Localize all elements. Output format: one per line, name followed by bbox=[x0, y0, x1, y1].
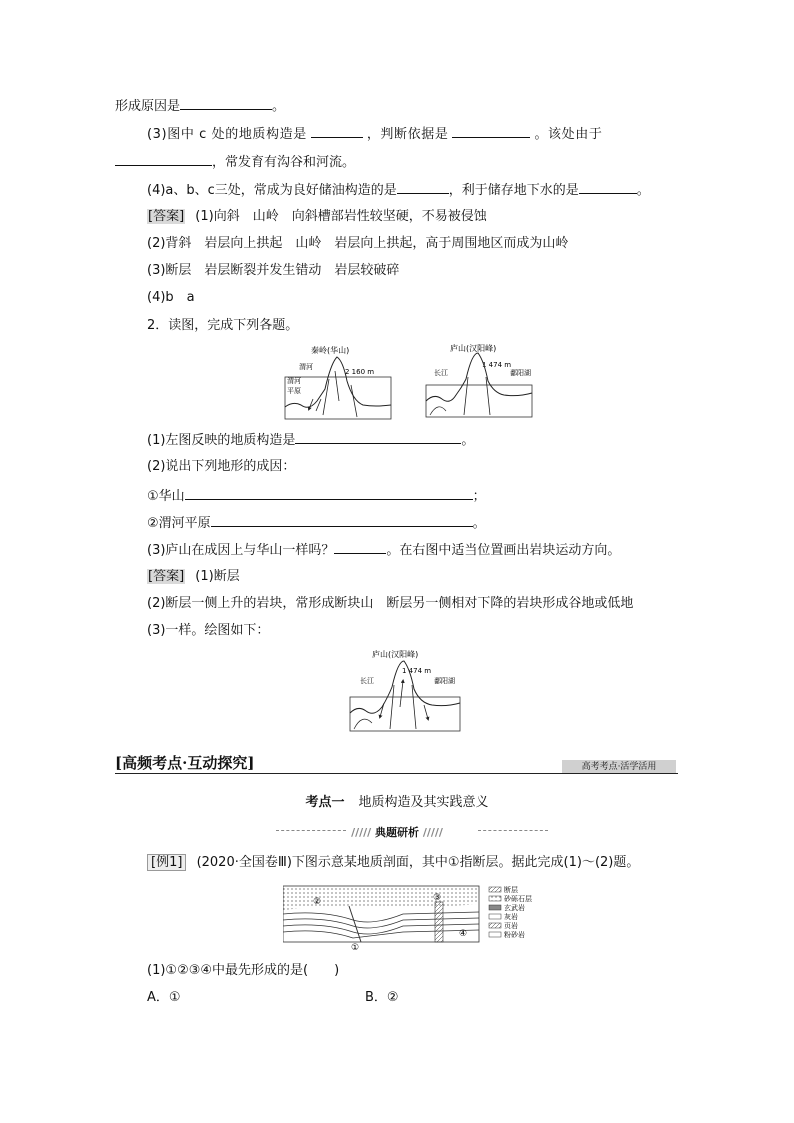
answer-blank[interactable] bbox=[452, 124, 530, 138]
fig-left-label: 长江 bbox=[434, 369, 448, 377]
answer-blank[interactable] bbox=[185, 486, 473, 500]
lushan-answer-figure bbox=[348, 647, 464, 735]
legend bbox=[489, 885, 532, 939]
answer-blank[interactable] bbox=[334, 540, 386, 554]
svg-text:灰岩: 灰岩 bbox=[504, 913, 518, 921]
fig-right-label: 鄱阳湖 bbox=[510, 369, 531, 377]
fig-title: 秦岭(华山) bbox=[311, 346, 350, 355]
qinling-profile-figure bbox=[283, 341, 395, 421]
answer2-line2: (2)断层一侧上升的岩块，常形成断块山 断层另一侧相对下降的岩块形成谷地或低地 bbox=[147, 596, 634, 611]
answer-tag: [答案] bbox=[148, 209, 185, 224]
q1-line3: ，常发育有沟谷和河流。 bbox=[115, 152, 355, 172]
svg-text:页岩: 页岩 bbox=[504, 922, 518, 930]
option-a[interactable]: A．① bbox=[147, 990, 181, 1005]
mark-1: ① bbox=[351, 943, 360, 950]
q2-sub3: (3)庐山在成因上与华山一样吗？ 。在右图中适当位置画出岩块运动方向。 bbox=[147, 540, 620, 560]
fig-right-label: 鄱阳湖 bbox=[434, 677, 455, 685]
section-tag: 高考考点·活学活用 bbox=[562, 760, 676, 774]
example-tag: [例1] bbox=[147, 854, 186, 871]
fig-plain: 平原 bbox=[287, 387, 301, 395]
fig-river-2: 渭河 bbox=[287, 377, 301, 385]
svg-text:粉砂岩: 粉砂岩 bbox=[504, 931, 525, 939]
answer1-line1: [答案] (1)向斜 山岭 向斜槽部岩性较坚硬，不易被侵蚀 bbox=[148, 209, 487, 224]
svg-text:玄武岩: 玄武岩 bbox=[504, 904, 525, 912]
typical-example-heading: ///// 典题研析 ///// bbox=[351, 826, 443, 839]
svg-text:砂砾石层: 砂砾石层 bbox=[504, 895, 532, 903]
fig-title: 庐山(汉阳峰) bbox=[450, 344, 497, 353]
example1-stem: [例1] (2020·全国卷Ⅲ)下图示意某地质剖面，其中①指断层。据此完成(1)～(2)题。 bbox=[147, 854, 639, 872]
answer2-line1: [答案] (1)断层 bbox=[148, 569, 240, 584]
q2-sub1: (1)左图反映的地质构造是 。 bbox=[147, 430, 474, 450]
example1-q1: (1)①②③④中最先形成的是( ) bbox=[147, 963, 340, 978]
mark-3: ③ bbox=[433, 893, 442, 903]
fig-title: 庐山(汉阳峰) bbox=[372, 650, 419, 659]
answer1-line2: (2)背斜 岩层向上拱起 山岭 岩层向上拱起，高于周围地区而成为山岭 bbox=[147, 236, 569, 251]
lushan-profile-figure bbox=[424, 341, 536, 421]
svg-text:断层: 断层 bbox=[504, 886, 518, 894]
answer-blank[interactable] bbox=[311, 124, 363, 138]
answer-tag: [答案] bbox=[148, 569, 185, 584]
fig-height: 2 160 m bbox=[345, 368, 375, 376]
answer-blank[interactable] bbox=[115, 152, 212, 166]
answer1-line4: (4)b a bbox=[147, 290, 195, 305]
section-rule bbox=[115, 773, 678, 774]
answer2-line3: (3)一样。绘图如下： bbox=[147, 623, 270, 638]
q2-stem: 2．读图，完成下列各题。 bbox=[147, 318, 299, 333]
q2-sub2a: ①华山 ； bbox=[147, 486, 486, 506]
answer-blank[interactable] bbox=[579, 180, 637, 194]
q1-line1: 形成原因是 。 bbox=[115, 96, 285, 116]
fig-river: 渭河 bbox=[299, 363, 313, 371]
option-b[interactable]: B．② bbox=[365, 990, 399, 1005]
answer-blank[interactable] bbox=[180, 96, 272, 110]
answer-blank[interactable] bbox=[397, 180, 449, 194]
q1-line4: (4)a、b、c三处，常成为良好储油构造的是 ，利于储存地下水的是 。 bbox=[147, 180, 650, 200]
mark-4: ④ bbox=[459, 929, 468, 939]
fig-height: 1 474 m bbox=[482, 361, 512, 369]
mark-2: ② bbox=[313, 897, 322, 907]
divider-right bbox=[478, 830, 548, 831]
answer-blank[interactable] bbox=[211, 513, 473, 527]
fig-left-label: 长江 bbox=[360, 677, 374, 685]
section-title: [高频考点·互动探究] bbox=[115, 754, 255, 772]
q2-sub2: (2)说出下列地形的成因： bbox=[147, 459, 296, 474]
q1-line2: (3)图中 c 处的地质构造是 ，判断依据是 。该处由于 bbox=[147, 124, 602, 144]
answer1-line3: (3)断层 岩层断裂并发生错动 岩层较破碎 bbox=[147, 263, 400, 278]
geologic-section-figure bbox=[283, 884, 535, 950]
key-point-title: 考点一 地质构造及其实践意义 bbox=[305, 795, 489, 810]
fig-height: 1 474 m bbox=[402, 667, 432, 675]
q2-sub2b: ②渭河平原 。 bbox=[147, 513, 486, 533]
answer-blank[interactable] bbox=[295, 430, 461, 444]
